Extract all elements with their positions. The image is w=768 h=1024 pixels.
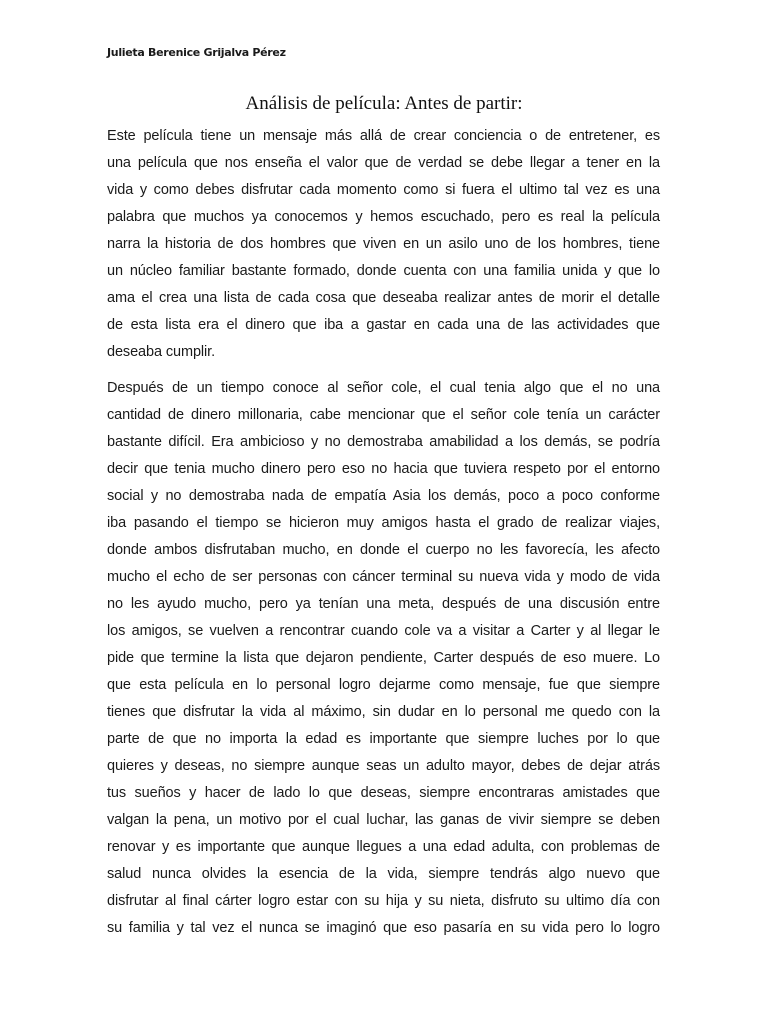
text-line: pide que termine la lista que dejaron pendiente, Carter después de eso muere. Lo xyxy=(107,650,660,666)
text-line: no les ayudo mucho, pero ya tenían una meta, después de una discusión entre xyxy=(107,596,660,612)
text-line: su familia y tal vez el nunca se imaginó que eso pasaría en su vida pero lo logro xyxy=(107,920,660,936)
text-line: disfrutar al final cárter logro estar con su hija y su nieta, disfruto su ultimo día con xyxy=(107,893,660,909)
text-line: tus sueños y hacer de lado lo que deseas, siempre encontraras amistades que xyxy=(107,785,660,801)
text-line: quieres y deseas, no siempre aunque seas un adulto mayor, debes de dejar atrás xyxy=(107,758,660,774)
text-line: que esta película en lo personal logro dejarme como mensaje, fue que siempre xyxy=(107,677,660,693)
text-line: deseaba cumplir. xyxy=(107,344,216,360)
text-line: vida y como debes disfrutar cada momento como si fuera el ultimo tal vez es una xyxy=(107,182,660,198)
text-line: donde ambos disfrutaban mucho, en donde el cuerpo no les favorecía, les afecto xyxy=(107,542,660,558)
text-line: renovar y es importante que aunque llegues a una edad adulta, con problemas de xyxy=(107,839,660,855)
document-body xyxy=(107,123,660,942)
author-name: Julieta Berenice Grijalva Pérez xyxy=(107,46,286,59)
text-line: Este película tiene un mensaje más allá de crear conciencia o de entretener, es xyxy=(107,128,660,144)
text-line: iba pasando el tiempo se hicieron muy amigos hasta el grado de realizar viajes, xyxy=(107,515,660,531)
text-line: cantidad de dinero millonaria, cabe mencionar que el señor cole tenía un carácter xyxy=(107,407,660,423)
text-line: tienes que disfrutar la vida al máximo, sin dudar en lo personal me quedo con la xyxy=(107,704,660,720)
text-line: ama el crea una lista de cada cosa que deseaba realizar antes de morir el detalle xyxy=(107,290,660,306)
text-line: Después de un tiempo conoce al señor cole, el cual tenia algo que el no una xyxy=(107,380,660,396)
text-line: social y no demostraba nada de empatía Asia los demás, poco a poco conforme xyxy=(107,488,660,504)
text-line: palabra que muchos ya conocemos y hemos escuchado, pero es real la película xyxy=(107,209,660,225)
paragraph xyxy=(107,123,660,366)
text-line: salud nunca olvides la esencia de la vida, siempre tendrás algo nuevo que xyxy=(107,866,660,882)
text-line: los amigos, se vuelven a rencontrar cuando cole va a visitar a Carter y al llegar le xyxy=(107,623,660,639)
text-line: mucho el echo de ser personas con cáncer terminal su nueva vida y modo de vida xyxy=(107,569,660,585)
text-line: una película que nos enseña el valor que de verdad se debe llegar a tener en la xyxy=(107,155,660,171)
text-line: un núcleo familiar bastante formado, donde cuenta con una familia unida y que lo xyxy=(107,263,660,279)
document-title: Análisis de película: Antes de partir: xyxy=(245,93,523,114)
text-line: valgan la pena, un motivo por el cual luchar, las ganas de vivir siempre se deben xyxy=(107,812,660,828)
text-line: decir que tenia mucho dinero pero eso no hacia que tuviera respeto por el entorno xyxy=(107,461,660,477)
text-line: parte de que no importa la edad es importante que siempre luches por lo que xyxy=(107,731,660,747)
paragraph xyxy=(107,375,660,942)
text-line: de esta lista era el dinero que iba a gastar en cada una de las actividades que xyxy=(107,317,660,333)
text-line: narra la historia de dos hombres que viven en un asilo uno de los hombres, tiene xyxy=(107,236,660,252)
text-line: bastante difícil. Era ambicioso y no demostraba amabilidad a los demás, se podría xyxy=(107,434,660,450)
